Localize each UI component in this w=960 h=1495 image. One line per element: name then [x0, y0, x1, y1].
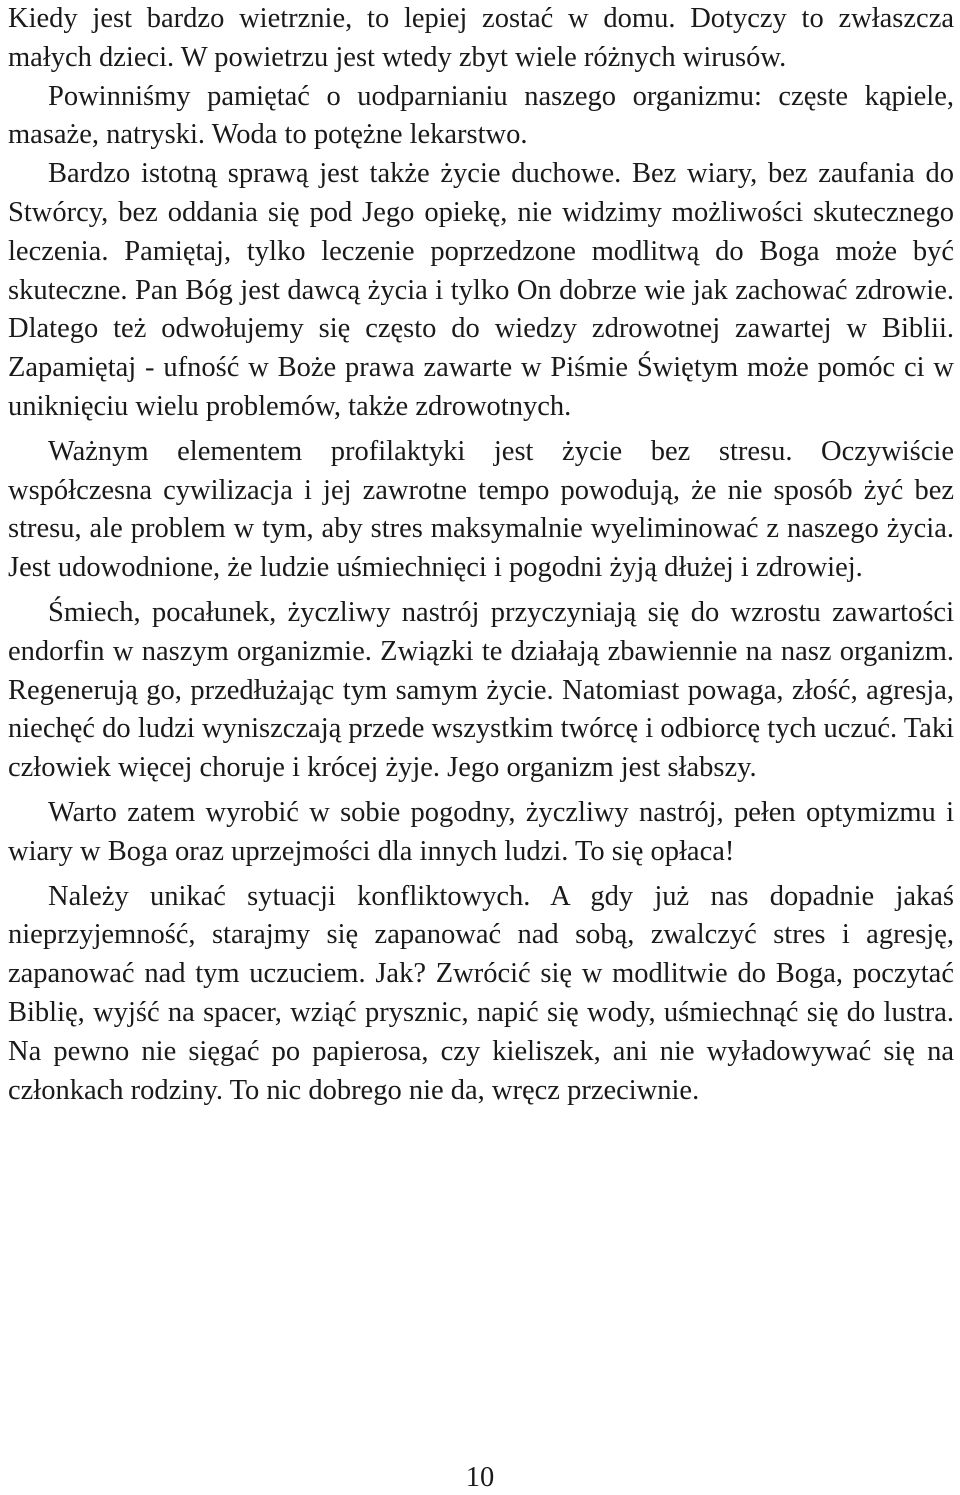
paragraph-6: Warto zatem wyrobić w sobie pogodny, życzliwy nastrój, pełen optymizmu i wiary w Boga oraz uprzejmości dla innych ludzi. To się opłaca!	[8, 796, 954, 867]
page-number: 10	[465, 1462, 495, 1493]
paragraph-1: Kiedy jest bardzo wietrznie, to lepiej zostać w domu. Dotyczy to zwłaszcza małych dzieci. W powietrzu jest wtedy zbyt wiele różnych wirusów.	[8, 3, 954, 73]
paragraph-7: Należy unikać sytuacji konfliktowych. A gdy już nas dopadnie jakaś nieprzyjemność, starajmy się zapanować nad sobą, zwalczyć stres i agresję, zapanować nad tym uczuciem. Jak? Zwrócić się w modlitwie do Boga, poczytać Biblię, wyjść na spacer, wziąć prysznic, napić się wody, uśmiechnąć się do lustra. Na pewno nie sięgać po papierosa, czy kieliszek, ani nie wyładowywać się na członkach rodziny. To nic dobrego nie da, wręcz przeciwnie.	[8, 880, 954, 1106]
page-text	[8, 0, 954, 1110]
paragraph-3: Bardzo istotną sprawą jest także życie duchowe. Bez wiary, bez zaufania do Stwórcy, bez oddania się pod Jego opiekę, nie widzimy możliwości skutecznego leczenia. Pamiętaj, tylko leczenie poprzedzone modlitwą do Boga może być skuteczne. Pan Bóg jest dawcą życia i tylko On dobrze wie jak zachować zdrowie. Dlatego też odwołujemy się często do wiedzy zdrowotnej zawartej w Biblii. Zapamiętaj - ufność w Boże prawa zawarte w Piśmie Świętym może pomóc ci w uniknięciu wielu problemów, także zdrowotnych.	[8, 158, 954, 422]
paragraph-4: Ważnym elementem profilaktyki jest życie bez stresu. Oczywiście współczesna cywilizacja i jej zawrotne tempo powodują, że nie sposób żyć bez stresu, ale problem w tym, aby stres maksymalnie wyeliminować z naszego życia. Jest udowodnione, że ludzie uśmiechnięci i pogodni żyją dłużej i zdrowiej.	[8, 435, 954, 584]
paragraph-5: Śmiech, pocałunek, życzliwy nastrój przyczyniają się do wzrostu zawartości endorfin w naszym organizmie. Związki te działają zbawiennie na nasz organizm. Regenerują go, przedłużając tym samym życie. Natomiast powaga, złość, agresja, niechęć do ludzi wyniszczają przede wszystkim twórcę i odbiorcę tych uczuć. Taki człowiek więcej choruje i krócej żyje. Jego organizm jest słabszy.	[8, 596, 954, 784]
paragraph-2: Powinniśmy pamiętać o uodparnianiu naszego organizmu: częste kąpiele, masaże, natryski. Woda to potężne lekarstwo.	[8, 80, 954, 151]
